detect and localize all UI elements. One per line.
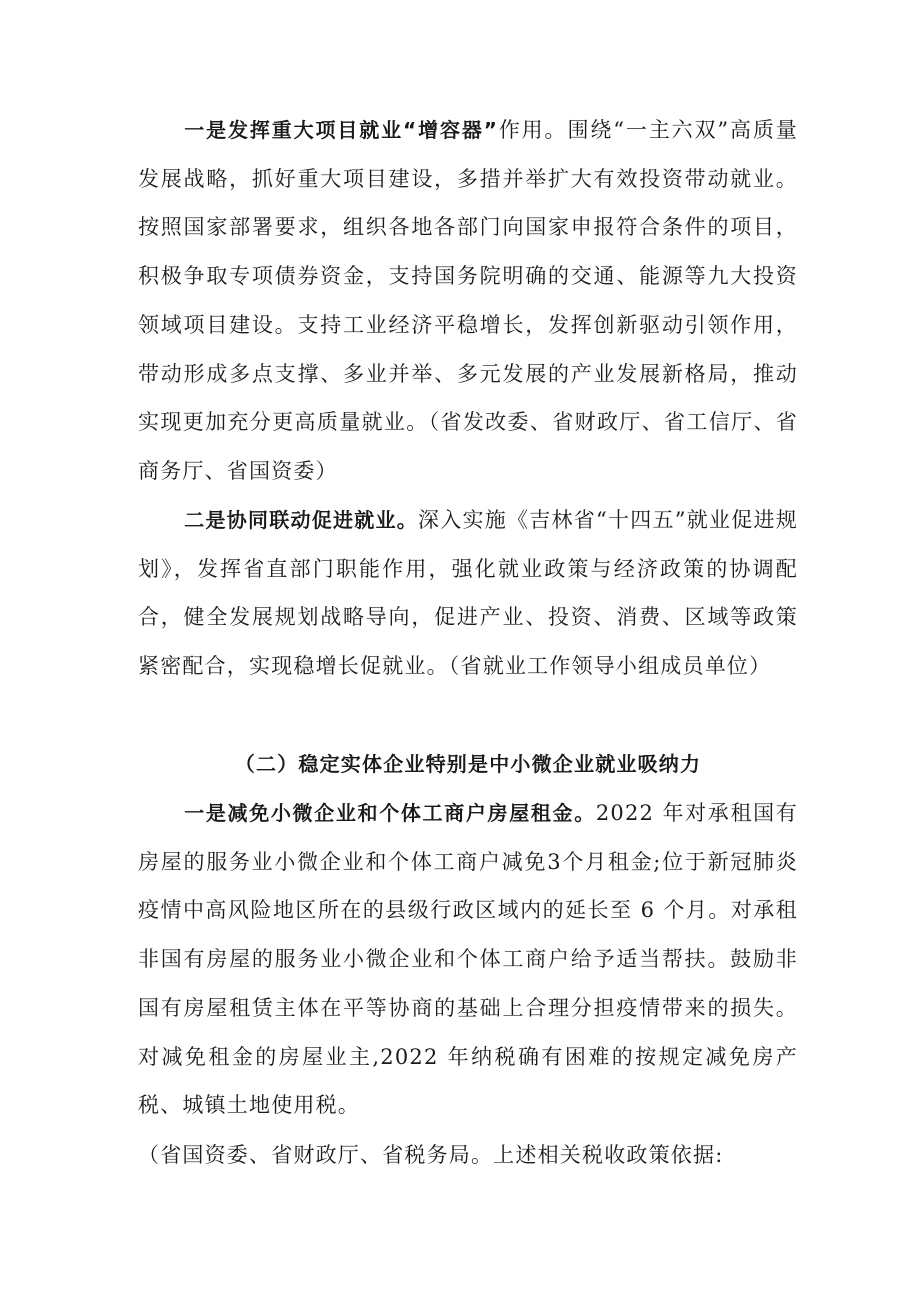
paragraph-major-projects bbox=[138, 106, 798, 496]
section-heading: （二）稳定实体企业特别是中小微企业就业吸纳力 bbox=[234, 752, 702, 776]
closing-note: （省国资委、省财政厅、省税务局。上述相关税收政策依据: bbox=[138, 1143, 724, 1167]
paragraph-lead-coordinated-employment: 二是协同联动促进就业。 bbox=[184, 508, 418, 532]
paragraph-lead-major-projects: 一是发挥重大项目就业“增容器” bbox=[184, 118, 499, 142]
paragraph-body-rent-reduction: 2022 年对承租国有房屋的服务业小微企业和个体工商户减免3个月租金;位于新冠肺炎疫情中高风险地区所在的县级行政区域内的延长至 6 个月。对承租非国有房屋的服务业小微企业和个体工商户给予适当帮扶。鼓励非国有房屋租赁主体在平等协商的基础上合理分担疫情带来的损失。对减免租金的房屋业主,2022 年纳税确有困难的按规定减免房产税、城镇土地使用税。 bbox=[138, 801, 798, 1118]
paragraph-coordinated-employment bbox=[138, 496, 798, 691]
paragraph-body-major-projects: 作用。围绕“一主六双”高质量发展战略，抓好重大项目建设，多措并举扩大有效投资带动就业。按照国家部署要求，组织各地各部门向国家申报符合条件的项目，积极争取专项债券资金，支持国务院明确的交通、能源等九大投资领域项目建设。支持工业经济平稳增长，发挥创新驱动引领作用，带动形成多点支撑、多业并举、多元发展的产业发展新格局，推动实现更加充分更高质量就业。（省发改委、省财政厅、省工信厅、省商务厅、省国资委） bbox=[138, 118, 798, 483]
paragraph-lead-rent-reduction: 一是减免小微企业和个体工商户房屋租金。 bbox=[184, 801, 596, 825]
paragraph-body-coordinated-employment: 深入实施《吉林省“十四五”就业促进规划》，发挥省直部门职能作用，强化就业政策与经济政策的协调配合，健全发展规划战略导向，促进产业、投资、消费、区域等政策紧密配合，实现稳增长促就业。（省就业工作领导小组成员单位） bbox=[138, 508, 798, 679]
paragraph-rent-reduction bbox=[138, 789, 798, 1130]
